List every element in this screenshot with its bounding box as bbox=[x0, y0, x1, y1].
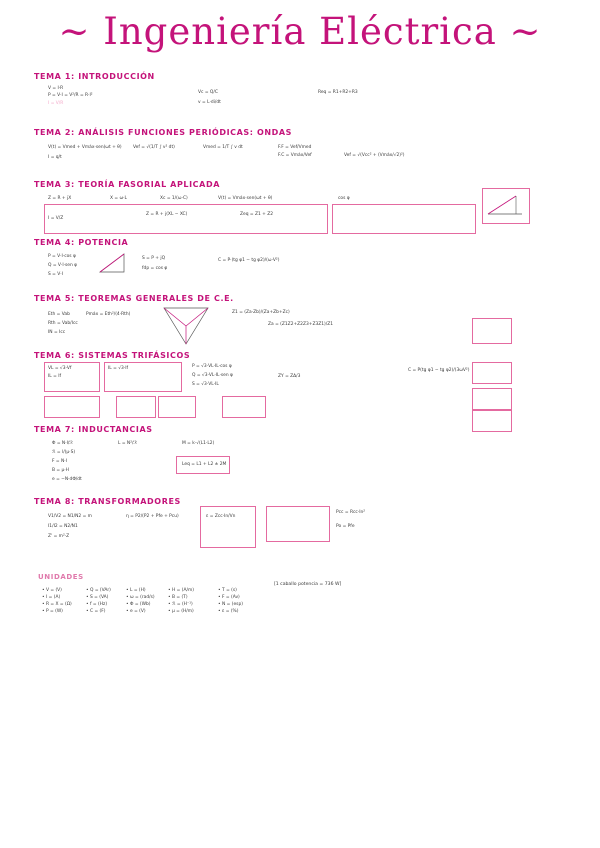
unit-item: • N = (esp) bbox=[218, 602, 243, 607]
topic-5-heading: TEMA 5: TEOREMAS GENERALES DE C.E. bbox=[34, 294, 234, 303]
topic-1-heading: TEMA 1: INTRODUCCIÓN bbox=[34, 72, 155, 81]
formula: Req = R1+R2+R3 bbox=[318, 90, 358, 95]
unit-item: • T = (s) bbox=[218, 588, 237, 593]
formula: P = V·I·cos φ bbox=[48, 254, 76, 259]
topic-4-heading: TEMA 4: POTENCIA bbox=[34, 238, 129, 247]
formula: I = V/Z bbox=[48, 216, 64, 221]
formula: Φ = N·I/ℛ bbox=[52, 441, 73, 446]
formula-box bbox=[104, 362, 182, 392]
formula: Pcc = Rcc·In² bbox=[336, 510, 366, 515]
topic-2-heading: TEMA 2: ANÁLISIS FUNCIONES PERIÓDICAS: ONDAS bbox=[34, 128, 293, 137]
formula: S = P + jQ bbox=[142, 256, 166, 261]
formula: Z = R + jX bbox=[48, 196, 72, 201]
formula: C = P·(tg φ1 − tg φ2)/(ω·V²) bbox=[218, 258, 280, 263]
formula-box bbox=[44, 204, 328, 234]
formula: I1/I2 = N2/N1 bbox=[48, 524, 78, 529]
formula: Leq = L1 + L2 ± 2M bbox=[182, 462, 227, 467]
unit-item: • P = (W) bbox=[42, 609, 63, 614]
formula-box bbox=[116, 396, 156, 418]
unit-item: • C = (F) bbox=[86, 609, 106, 614]
formula: Vef = √(Vcc² + (Vmáx/√2)²) bbox=[344, 153, 405, 158]
unit-item: • I = (A) bbox=[42, 595, 61, 600]
formula: V(t) = Vmed + Vmáx·sen(ωt + θ) bbox=[48, 145, 122, 150]
formula: Z = R + j(XL − XC) bbox=[146, 212, 188, 217]
unit-item: • μ = (H/m) bbox=[168, 609, 194, 614]
formula: F = N·I bbox=[52, 459, 67, 464]
formula-box bbox=[44, 362, 100, 392]
topic-6-heading: TEMA 6: SISTEMAS TRIFÁSICOS bbox=[34, 351, 191, 360]
star-delta-diagram bbox=[160, 304, 212, 348]
page-title: ~ Ingeniería Eléctrica ~ bbox=[58, 10, 542, 53]
formula: Zeq = Z1 + Z2 bbox=[240, 212, 274, 217]
unit-item: • B = (T) bbox=[168, 595, 188, 600]
formula-box bbox=[222, 396, 266, 418]
power-triangle bbox=[98, 250, 126, 276]
formula: I = q/t bbox=[48, 155, 62, 160]
formula: L = N²/ℛ bbox=[118, 441, 137, 446]
unit-item: • F = (Av) bbox=[218, 595, 240, 600]
formula: Po = Pfe bbox=[336, 524, 355, 529]
formula: Xc = 1/(ω·C) bbox=[160, 196, 188, 201]
unit-item: • Φ = (Wb) bbox=[126, 602, 151, 607]
unit-item: • f = (Hz) bbox=[86, 602, 108, 607]
unit-item: • ε = (%) bbox=[218, 609, 239, 614]
formula-box bbox=[200, 506, 256, 548]
unit-item: • ω = (rad/s) bbox=[126, 595, 155, 600]
unit-item: • L = (H) bbox=[126, 588, 146, 593]
circuit-box bbox=[472, 362, 512, 384]
formula: Z1 = (Za·Zb)/(Za+Zb+Zc) bbox=[232, 310, 290, 315]
phasor-diagram bbox=[486, 192, 526, 218]
formula: V(t) = Vmáx·sen(ωt + θ) bbox=[218, 196, 273, 201]
formula: M = k·√(L1·L2) bbox=[182, 441, 215, 446]
formula: ℛ = l/(μ·S) bbox=[52, 450, 76, 455]
formula: Rth = Vab/Icc bbox=[48, 321, 78, 326]
formula: η = P2/(P2 + Pfe + Pcu) bbox=[126, 514, 179, 519]
formula: B = μ·H bbox=[52, 468, 69, 473]
unit-item: • Q = (VAr) bbox=[86, 588, 111, 593]
formula-box bbox=[158, 396, 196, 418]
formula: Vef = √(1/T ∫ v² dt) bbox=[133, 145, 175, 150]
unit-item: • S = (VA) bbox=[86, 595, 109, 600]
formula: P = √3·VL·IL·cos φ bbox=[192, 364, 232, 369]
formula: C = P(tg φ1 − tg φ2)/(3ωV²) bbox=[408, 368, 470, 373]
formula: e = −N·dΦ/dt bbox=[52, 477, 82, 482]
circuit-box bbox=[472, 410, 512, 432]
formula: VL = √3·Vf bbox=[48, 366, 72, 371]
formula: fdp = cos φ bbox=[142, 266, 168, 271]
formula: Vmed = 1/T ∫ v dt bbox=[203, 145, 243, 150]
formula-box bbox=[176, 456, 230, 474]
horsepower-note: [1 caballo potencia = 736 W] bbox=[274, 582, 342, 587]
formula: IN = Icc bbox=[48, 330, 66, 335]
unit-item: • H = (A/m) bbox=[168, 588, 194, 593]
circuit-box bbox=[472, 388, 512, 410]
formula: v = L·di/dt bbox=[198, 100, 221, 105]
formula: V1/V2 = N1/N2 = m bbox=[48, 514, 92, 519]
formula: F.F = Vef/Vmed bbox=[278, 145, 312, 150]
formula: Q = √3·VL·IL·sen φ bbox=[192, 373, 233, 378]
formula: I = V/R bbox=[48, 101, 64, 106]
formula: Vc = Q/C bbox=[198, 90, 218, 95]
unit-item: • V = (V) bbox=[42, 588, 62, 593]
formula: S = √3·VL·IL bbox=[192, 382, 219, 387]
formula: ε = Zcc·In/Vn bbox=[206, 514, 236, 519]
formula: cos φ bbox=[338, 196, 350, 201]
formula-box bbox=[332, 204, 476, 234]
formula: P = V·I = V²/R = R·I² bbox=[48, 93, 93, 98]
units-heading: UNIDADES bbox=[38, 573, 84, 581]
unit-item: • ℛ = (H⁻¹) bbox=[168, 602, 193, 607]
formula-box bbox=[266, 506, 330, 542]
unit-item: • R = X = (Ω) bbox=[42, 602, 72, 607]
formula: IL = If bbox=[48, 374, 62, 379]
formula: F.C = Vmáx/Vef bbox=[278, 153, 312, 158]
formula: Q = V·I·sen φ bbox=[48, 263, 78, 268]
formula: Za = (Z1Z2+Z2Z3+Z3Z1)/Z1 bbox=[268, 322, 334, 327]
circuit-box bbox=[472, 318, 512, 344]
unit-item: • e = (V) bbox=[126, 609, 146, 614]
formula: Z' = m²·Z bbox=[48, 534, 70, 539]
formula: V = I·R bbox=[48, 86, 64, 91]
formula: ZY = ZΔ/3 bbox=[278, 374, 301, 379]
formula: Pmáx = Eth²/(4·Rth) bbox=[86, 312, 131, 317]
formula: Eth = Vab bbox=[48, 312, 70, 317]
topic-7-heading: TEMA 7: INDUCTANCIAS bbox=[34, 425, 153, 434]
formula: X = ω·L bbox=[110, 196, 127, 201]
topic-8-heading: TEMA 8: TRANSFORMADORES bbox=[34, 497, 181, 506]
topic-3-heading: TEMA 3: TEORÍA FASORIAL APLICADA bbox=[34, 180, 220, 189]
formula-box bbox=[44, 396, 100, 418]
formula: S = V·I bbox=[48, 272, 63, 277]
formula: IL = √3·If bbox=[108, 366, 129, 371]
